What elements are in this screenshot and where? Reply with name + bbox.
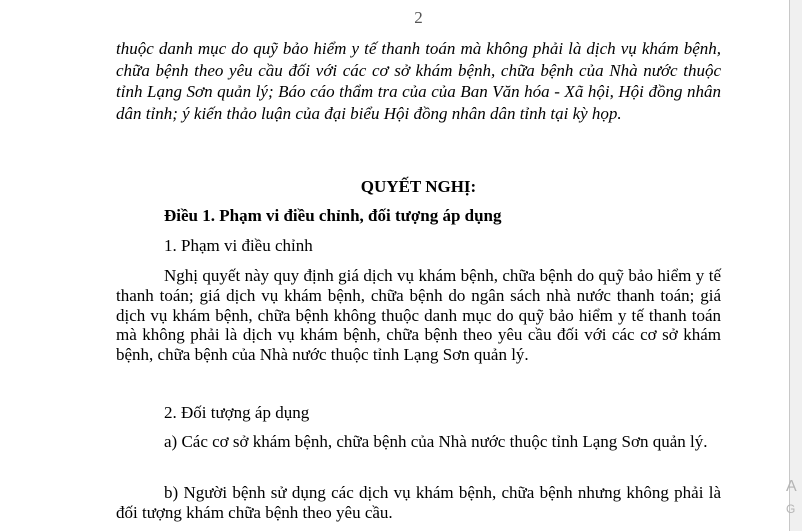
intro-paragraph: thuộc danh mục do quỹ bảo hiểm y tế thanh toán mà không phải là dịch vụ khám bệnh, chữa bệnh theo yêu cầu đối với các cơ sở khám bệnh, chữa bệnh của Nhà nước thuộc tỉnh Lạng Sơn quản lý; Báo cáo thẩm tra của của Ban Văn hóa - Xã hội, Hội đồng nhân dân tỉnh; ý kiến thảo luận của đại biểu Hội đồng nhân dân tỉnh tại kỳ họp. bbox=[116, 39, 721, 123]
clause-1-title: 1. Phạm vi điều chỉnh bbox=[164, 236, 313, 255]
clause-2-title: 2. Đối tượng áp dụng bbox=[164, 403, 310, 422]
resolution-heading: QUYẾT NGHỊ: bbox=[360, 177, 477, 196]
activation-watermark bbox=[786, 476, 797, 520]
vertical-scroll-gutter[interactable] bbox=[790, 0, 802, 531]
watermark-line-2: G bbox=[786, 502, 796, 516]
clause-2-item-b: b) Người bệnh sử dụng các dịch vụ khám bệnh, chữa bệnh nhưng không phải là đối tượng khám chữa bệnh theo yêu cầu. bbox=[116, 483, 721, 522]
article-1-title: Điều 1. Phạm vi điều chỉnh, đối tượng áp dụng bbox=[164, 206, 502, 225]
clause-1-paragraph: Nghị quyết này quy định giá dịch vụ khám bệnh, chữa bệnh do quỹ bảo hiểm y tế thanh toán; giá dịch vụ khám bệnh, chữa bệnh do ngân sách nhà nước thanh toán; giá dịch vụ khám bệnh, chữa bệnh không thuộc danh mục do quỹ bảo hiểm y tế thanh toán mà không phải là dịch vụ khám bệnh, chữa bệnh theo yêu cầu đối với các cơ sở khám bệnh, chữa bệnh của Nhà nước thuộc tỉnh Lạng Sơn quản lý. bbox=[116, 266, 721, 365]
watermark-line-1: A bbox=[786, 478, 797, 495]
clause-2-item-a: a) Các cơ sở khám bệnh, chữa bệnh của Nhà nước thuộc tỉnh Lạng Sơn quản lý. bbox=[164, 432, 708, 451]
page-number: 2 bbox=[414, 8, 423, 27]
